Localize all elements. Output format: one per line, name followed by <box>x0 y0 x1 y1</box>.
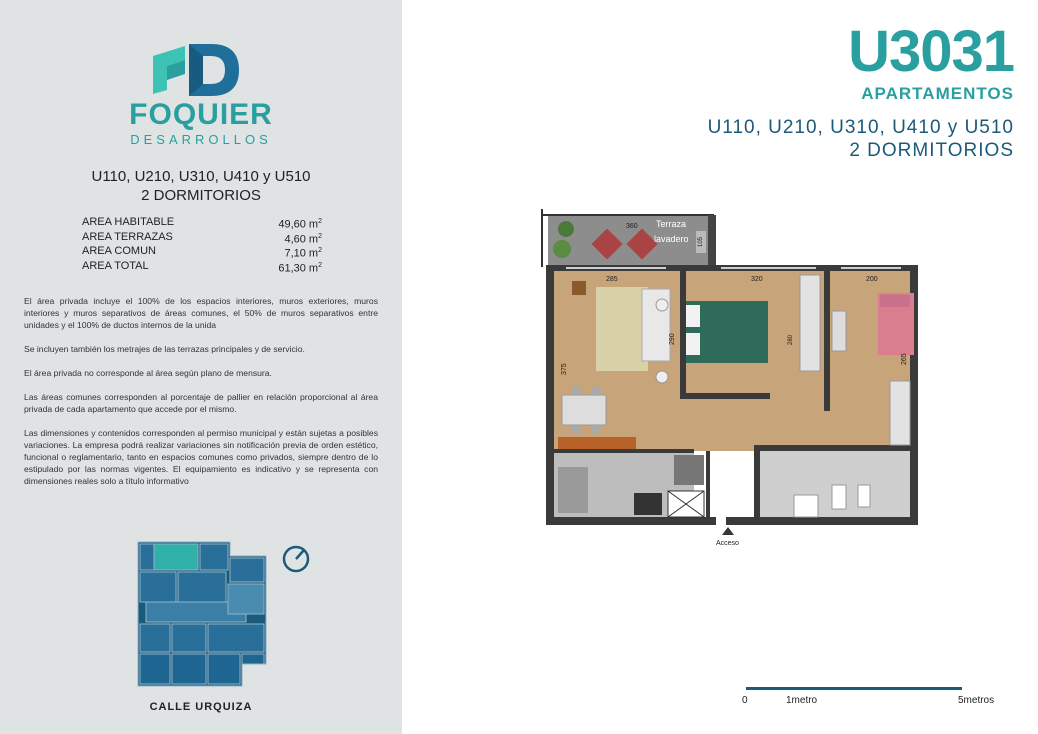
brand-subtitle: DESARROLLOS <box>130 132 272 147</box>
access-arrow-icon <box>722 527 734 535</box>
area-row <box>82 230 322 245</box>
floor-plan <box>536 205 926 550</box>
terrace-label-2: lavadero <box>654 234 689 244</box>
street-label: CALLE URQUIZA <box>149 701 253 713</box>
area-label: AREA TERRAZAS <box>82 230 173 243</box>
toilet-icon <box>832 485 846 509</box>
dim-105: 105 <box>698 236 704 247</box>
note-paragraph: El área privada no corresponde al área según plano de mensura. <box>24 368 272 378</box>
scale-label-zero: 0 <box>742 695 748 706</box>
wardrobe-icon <box>800 275 820 371</box>
areas-table <box>82 215 322 273</box>
area-row <box>82 215 322 230</box>
area-label: AREA HABITABLE <box>82 216 175 228</box>
dim-290: 290 <box>669 333 676 345</box>
brand-name: FOQUIER <box>129 98 273 131</box>
dim-265: 265 <box>901 353 908 365</box>
area-row <box>82 244 322 259</box>
note-paragraph: Se incluyen también los metrajes de las terrazas principales y de servicio. <box>24 344 305 354</box>
unit-type: APARTAMENTOS <box>861 84 1014 103</box>
dim-200: 200 <box>866 276 878 283</box>
scale-bar <box>742 685 995 715</box>
terrace-label: Terraza <box>656 219 687 229</box>
dim-285: 285 <box>606 276 618 283</box>
area-value: 7,10 $m^2$ <box>284 247 322 260</box>
living-rug <box>596 287 648 371</box>
bedrooms-label: 2 DORMITORIOS <box>141 187 261 204</box>
bedrooms-label-right: 2 DORMITORIOS <box>849 140 1014 161</box>
units-list-right: U110, U210, U310, U410 y U510 <box>707 117 1014 138</box>
site-plan <box>134 540 268 696</box>
scale-label-one: 1metro <box>786 695 818 706</box>
units-list: U110, U210, U310, U410 y U510 <box>91 168 311 185</box>
notes <box>24 295 378 499</box>
dim-375: 375 <box>561 363 568 375</box>
unit-code-title: U3031 <box>848 19 1014 84</box>
note-paragraph: Las dimensiones y contenidos corresponden al permiso municipal y están sujetas a posibles variaciones. La empresa podrá realizar variaciones sin notificación previa de orden estético, funcional o reglamentario, tanto en espacios comunes como privados, siempre dentro de lo estipulado por las normas vigentes. El equipamiento es indicativo y se representa con dimensiones reales solo a título informativo <box>24 428 378 486</box>
kitchen-counter-icon <box>558 437 636 449</box>
compass-north-icon <box>281 544 311 574</box>
sink-icon <box>558 467 588 513</box>
area-value: 49,60 $m^2$ <box>278 218 322 231</box>
dining-table-icon <box>562 395 606 425</box>
dim-360: 360 <box>626 223 638 230</box>
area-row <box>82 259 322 274</box>
note-paragraph: El área privada incluye el 100% de los espacios interiores, muros exteriores, muros interiores y muros separativos de áreas comunes, el 50% de muros separativos entre unidades y el 100% de ductos internos de la unida <box>24 296 378 330</box>
access-label: Acceso <box>716 540 739 547</box>
note-paragraph: Las áreas comunes corresponden al porcentaje de pallier en relación proporcional al área privada de cada apartamento que accede por el mismo. <box>24 392 378 414</box>
area-value: 61,30 $m^2$ <box>278 261 322 275</box>
area-label: AREA TOTAL <box>82 259 149 272</box>
info-panel <box>0 0 402 734</box>
area-label: AREA COMUN <box>82 245 156 257</box>
fd-monogram-icon <box>145 38 245 100</box>
dim-280: 280 <box>788 334 794 345</box>
dim-320: 320 <box>751 276 763 283</box>
area-value: 4,60 $m^2$ <box>284 232 322 246</box>
scale-label-five: 5metros <box>958 695 995 706</box>
